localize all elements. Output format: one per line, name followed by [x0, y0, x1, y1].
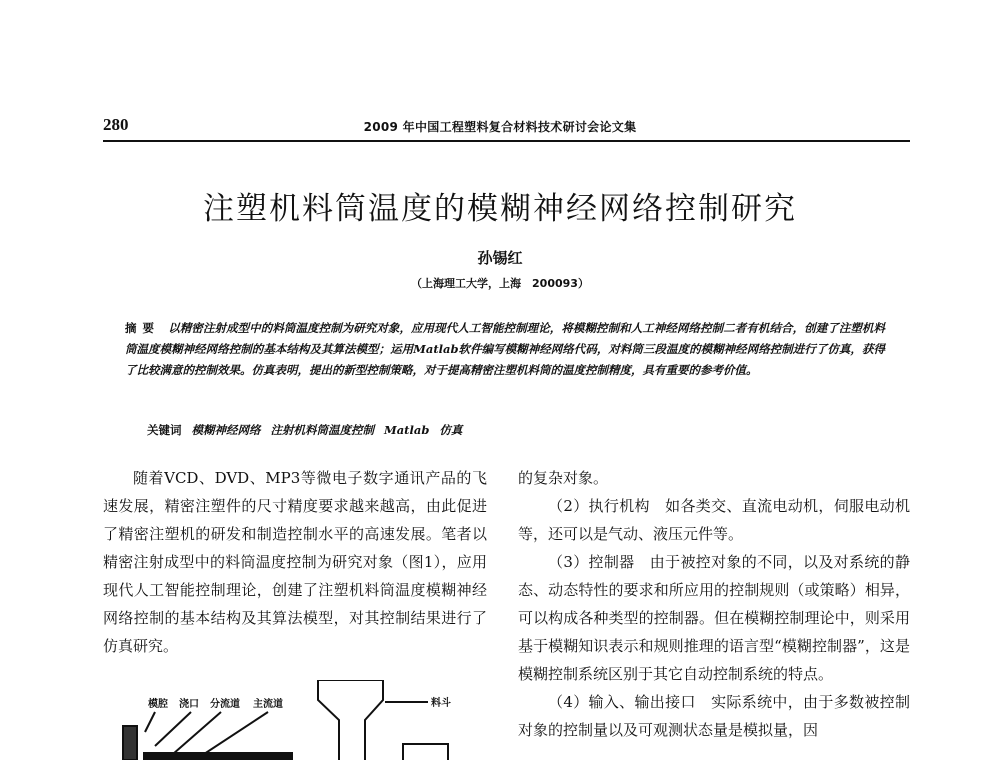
header-rule	[103, 140, 910, 142]
runner-bar	[143, 752, 293, 760]
leader-gate	[155, 712, 191, 746]
keywords-label: 关键词	[147, 423, 182, 437]
keyword: 仿真	[439, 423, 463, 437]
abstract	[125, 318, 885, 381]
hopper-right-wall	[318, 680, 383, 760]
page-number: 280	[103, 115, 129, 134]
machine-diagram	[103, 680, 503, 760]
keyword: 模糊神经网络	[191, 423, 261, 437]
abstract-text: 以精密注射成型中的料筒温度控制为研究对象，应用现代人工智能控制理论，将模糊控制和人工神经网络控制二者有机结合，创建了注塑机料筒温度模糊神经网络控制的基本结构及其算法模型；运用Matlab软件编写模糊神经网络代码，对料筒三段温度的模糊神经网络控制进行了仿真，获得了比较满意的控制效果。仿真表明，提出的新型控制策略，对于提高精密注塑机料筒的温度控制精度，具有重要的参考价值。	[125, 321, 885, 377]
author-name: 孙锡红	[477, 249, 523, 267]
keywords	[147, 422, 472, 438]
running-title: 2009 年中国工程塑料复合材料技术研讨会论文集	[363, 120, 637, 134]
figure-label-gate: 浇口	[179, 699, 199, 710]
leader-mold	[145, 712, 155, 732]
barrel-block	[403, 744, 448, 760]
body-left-column	[103, 464, 487, 660]
machine-outline	[123, 680, 448, 760]
keyword: Matlab	[384, 423, 430, 437]
body-paragraph: （3）控制器 由于被控对象的不同，以及对系统的静态、动态特性的要求和所应用的控制规则（或策略）相异，可以构成各种类型的控制器。但在模糊控制理论中，则采用基于模糊知识表示和规则推理的语言型“模糊控制器”，这是模糊控制系统区别于其它自动控制系统的特点。	[518, 553, 910, 683]
figure-label-mold-cavity: 模腔	[148, 699, 168, 710]
body-paragraph: （2）执行机构 如各类交、直流电动机，伺服电动机等，还可以是气动、液压元件等。	[518, 497, 910, 543]
body-paragraph: 随着VCD、DVD、MP3等微电子数字通讯产品的飞速发展，精密注塑件的尺寸精度要求越来越高，由此促进了精密注塑机的研发和制造控制水平的高速发展。笔者以精密注射成型中的料筒温度控制为研究对象（图1），应用现代人工智能控制理论，创建了注塑机料筒温度模糊神经网络控制的基本结构及其算法模型，对其控制结果进行了仿真研究。	[103, 469, 487, 655]
affiliation: （上海理工大学，上海 200093）	[411, 277, 589, 290]
abstract-label: 摘要	[125, 321, 161, 335]
figure-label-runner: 分流道	[210, 699, 240, 710]
body-paragraph: （4）输入、输出接口 实际系统中，由于多数被控制对象的控制量以及可观测状态量是模拟量，因	[518, 693, 910, 739]
figure-1-injection-machine	[103, 680, 503, 760]
figure-label-sprue: 主流道	[253, 699, 283, 710]
body-right-column	[518, 464, 910, 744]
hopper-left-wall	[318, 680, 339, 760]
figure-label-hopper: 料斗	[431, 698, 451, 709]
body-paragraph: 的复杂对象。	[518, 469, 609, 487]
mold-half	[123, 726, 137, 760]
paper-title: 注塑机料筒温度的模糊神经网络控制研究	[203, 191, 797, 227]
keyword: 注射机料筒温度控制	[270, 423, 374, 437]
